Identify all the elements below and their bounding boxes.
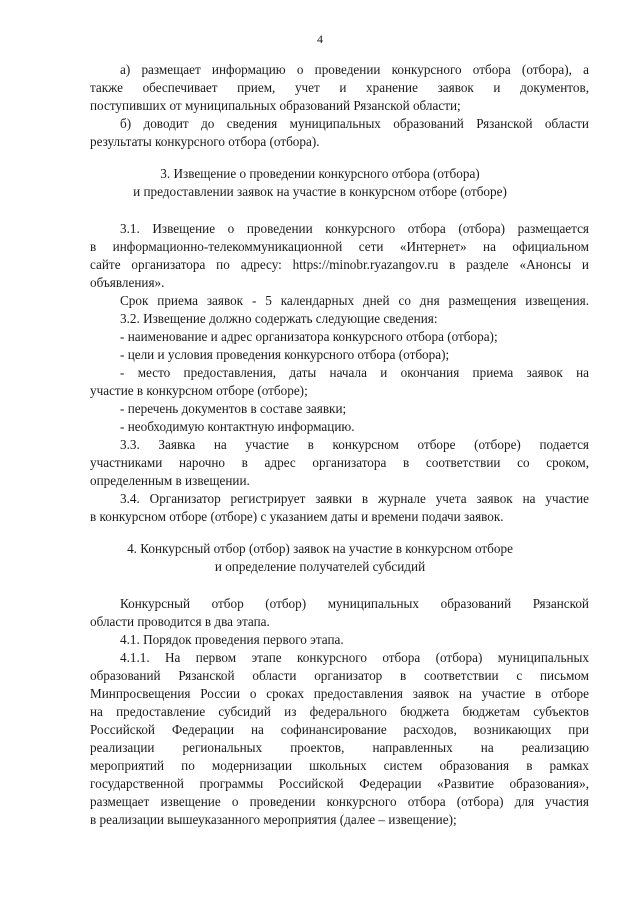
text-line: участие в конкурсном отборе (отборе);	[90, 383, 308, 398]
text-line: - наименование и адрес организатора конкурсного отбора (отбора);	[120, 329, 498, 344]
text-line: в реализации вышеуказанного мероприятия (далее – извещение);	[90, 812, 457, 827]
text-line: Срок приема заявок - 5 календарных дней со дня размещения извещения.	[120, 293, 589, 308]
text-line: сайте организатора по адресу: https://minobr.ryazangov.ru в разделе «Анонсы и	[90, 257, 589, 272]
page-number: 4	[317, 32, 323, 46]
section-3-heading: 3. Извещение о проведении конкурсного отбора (отбора)	[160, 166, 480, 181]
text-line: 4.1.1. На первом этапе конкурсного отбора (отбора) муниципальных	[120, 650, 589, 665]
text-line: размещает извещение о проведении конкурсного отбора (отбора) для участия	[90, 794, 589, 809]
text-line: также обеспечивает прием, учет и хранение заявок и документов,	[90, 80, 589, 95]
text-line: - цели и условия проведения конкурсного отбора (отбора);	[120, 347, 450, 362]
text-line: государственной программы Российской Федерации «Развитие образования»,	[90, 776, 589, 791]
text-line: 3.2. Извещение должно содержать следующие сведения:	[120, 311, 438, 326]
text-line: 4.1. Порядок проведения первого этапа.	[120, 632, 344, 647]
text-line: а) размещает информацию о проведении конкурсного отбора (отбора), а	[120, 62, 589, 77]
text-line: участниками нарочно в адрес организатора в соответствии со сроком,	[90, 455, 589, 470]
text-line: 3.4. Организатор регистрирует заявки в журнале учета заявок на участие	[120, 491, 589, 506]
text-line: Российской Федерации на софинансирование расходов, возникающих при	[90, 722, 589, 737]
section-4-heading: 4. Конкурсный отбор (отбор) заявок на участие в конкурсном отборе	[127, 541, 513, 556]
section-3-heading: и предоставлении заявок на участие в конкурсном отборе (отборе)	[133, 184, 507, 199]
text-line: в конкурсном отборе (отборе) с указанием даты и времени подачи заявок.	[90, 509, 504, 524]
text-line: области проводится в два этапа.	[90, 614, 270, 629]
text-line: определенным в извещении.	[90, 473, 250, 488]
text-line: на предоставление субсидий из федерального бюджета бюджетам субъектов	[90, 704, 589, 719]
text-line: поступивших от муниципальных образований Рязанской области;	[90, 98, 461, 113]
text-line: 3.3. Заявка на участие в конкурсном отборе (отборе) подается	[120, 437, 589, 452]
text-line: результаты конкурсного отбора (отбора).	[90, 134, 320, 149]
text-line: - место предоставления, даты начала и окончания приема заявок на	[120, 365, 589, 380]
section-4-heading: и определение получателей субсидий	[214, 559, 426, 574]
text-line: б) доводит до сведения муниципальных образований Рязанской области	[120, 116, 589, 131]
text-line: в информационно-телекоммуникационной сети «Интернет» на официальном	[90, 239, 589, 254]
text-line: мероприятий по модернизации школьных систем образования в рамках	[90, 758, 589, 773]
text-line: Конкурсный отбор (отбор) муниципальных образований Рязанской	[120, 596, 589, 611]
text-line: - перечень документов в составе заявки;	[120, 401, 347, 416]
text-line: Минпросвещения России о сроках предоставления заявок на участие в отборе	[90, 686, 589, 701]
text-line: 3.1. Извещение о проведении конкурсного отбора (отбора) размещается	[120, 221, 589, 236]
text-line: образований Рязанской области организатор в соответствии с письмом	[90, 668, 589, 683]
text-line: объявления».	[90, 275, 165, 290]
text-line: - необходимую контактную информацию.	[120, 419, 355, 434]
text-line: реализации региональных проектов, направленных на реализацию	[90, 740, 589, 755]
